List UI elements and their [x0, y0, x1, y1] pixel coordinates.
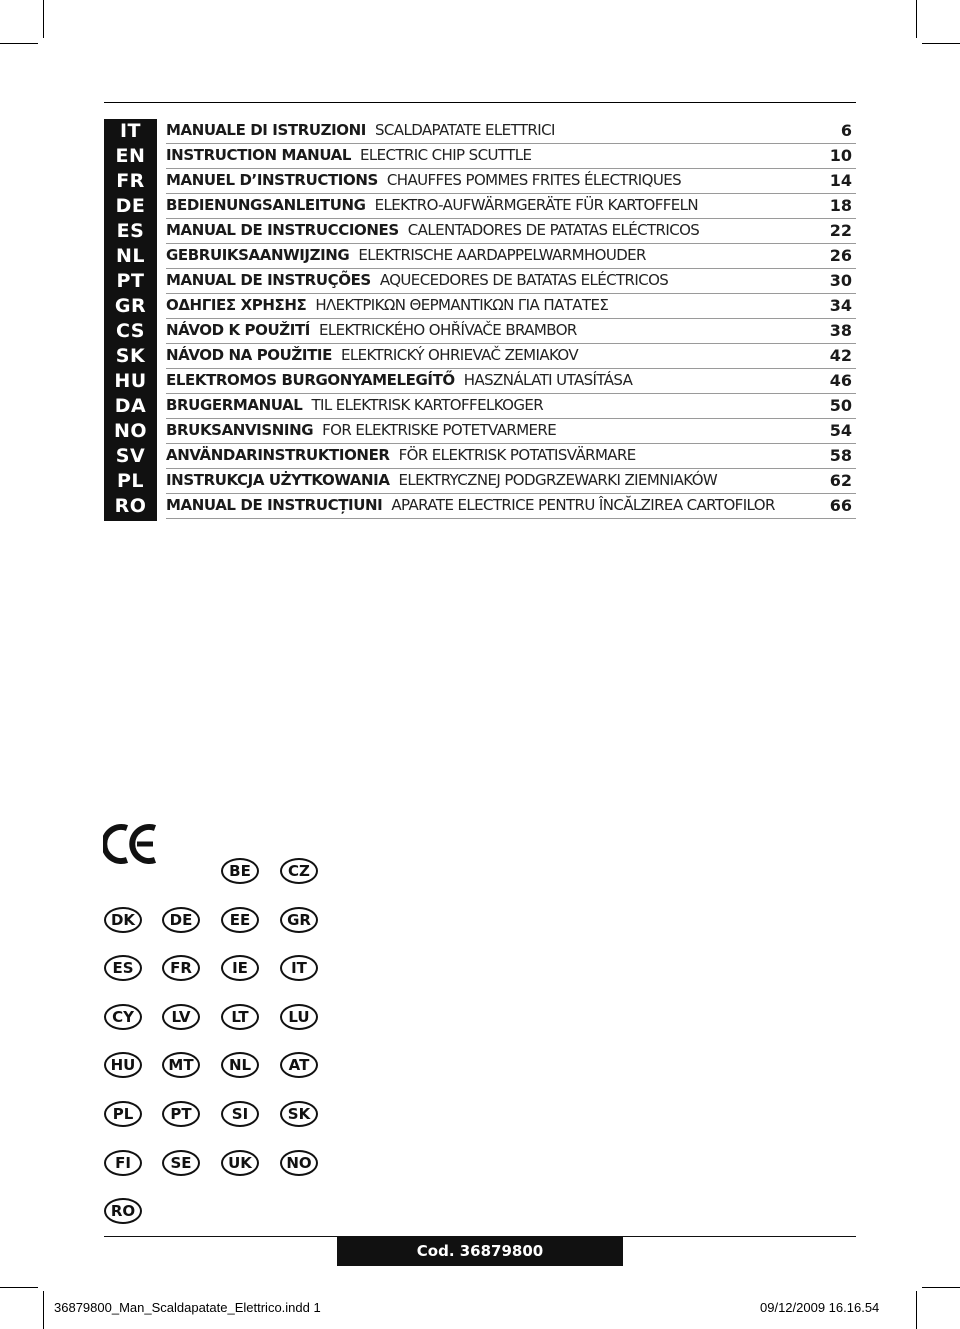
list-item: [166, 494, 856, 519]
language-code: HU: [114, 370, 147, 392]
country-badge: EE: [221, 907, 259, 933]
crop-mark: [922, 43, 960, 44]
manual-title: [166, 246, 646, 264]
manual-title-text: MANUAL DE INSTRUÇÕES: [166, 271, 371, 289]
manual-title-text: MANUALE DI ISTRUZIONI: [166, 121, 366, 139]
country-badge: FI: [104, 1150, 142, 1176]
list-item: [166, 319, 856, 344]
product-name: AQUECEDORES DE BATATAS ELÉCTRICOS: [379, 271, 669, 289]
product-name: HASZNÁLATI UTASÍTÁSA: [463, 371, 633, 389]
page-number: 10: [829, 146, 852, 165]
crop-mark: [916, 0, 917, 38]
country-badge: ES: [104, 955, 142, 981]
product-code: Cod. 36879800: [337, 1236, 623, 1266]
manual-title: [166, 121, 555, 139]
country-badge: LU: [280, 1004, 318, 1030]
language-code: NL: [115, 245, 145, 267]
manual-title: [166, 396, 543, 414]
product-name: APARATE ELECTRICE PENTRU ÎNCĂLZIREA CARTOFILOR: [391, 496, 775, 514]
country-badge: DE: [162, 907, 200, 933]
country-badge: NL: [221, 1052, 259, 1078]
list-item: [166, 294, 856, 319]
product-name: CALENTADORES DE PATATAS ELÉCTRICOS: [407, 221, 700, 239]
manual-title: [166, 296, 608, 314]
country-badge: BE: [221, 858, 259, 884]
product-name: FÖR ELEKTRISK POTATISVÄRMARE: [398, 446, 636, 464]
page-number: 6: [840, 121, 852, 140]
country-badge: FR: [162, 955, 200, 981]
manual-title-text: NÁVOD NA POUŽITIE: [166, 346, 332, 364]
list-item: [166, 244, 856, 269]
country-badge: IE: [221, 955, 259, 981]
manual-title: [166, 171, 681, 189]
manual-title-text: MANUAL DE INSTRUCȚIUNI: [166, 496, 383, 514]
list-item: [166, 394, 856, 419]
crop-mark: [0, 1287, 38, 1288]
manual-title: [166, 346, 578, 364]
country-badge: GR: [280, 907, 318, 933]
language-code: PT: [116, 270, 145, 292]
language-code: RO: [114, 495, 147, 517]
manual-title: [166, 146, 531, 164]
list-item: [166, 344, 856, 369]
list-item: [166, 444, 856, 469]
manual-title-text: GEBRUIKSAANWIJZING: [166, 246, 350, 264]
country-badge: DK: [104, 907, 142, 933]
manual-title: [166, 321, 577, 339]
crop-mark: [0, 43, 38, 44]
country-badge: LV: [162, 1004, 200, 1030]
product-name: CHAUFFES POMMES FRITES ÉLECTRIQUES: [386, 171, 681, 189]
manual-title: [166, 221, 699, 239]
manual-title-text: INSTRUCTION MANUAL: [166, 146, 352, 164]
crop-mark: [43, 1291, 44, 1329]
country-badge: LT: [221, 1004, 259, 1030]
page-number: 30: [829, 271, 852, 290]
page-number: 26: [829, 246, 852, 265]
country-badge: PL: [104, 1101, 142, 1127]
country-badge: CY: [104, 1004, 142, 1030]
manual-title-text: MANUAL DE INSTRUCCIONES: [166, 221, 399, 239]
product-name: ELECTRIC CHIP SCUTTLE: [360, 146, 532, 164]
list-item: [166, 194, 856, 219]
list-item: [166, 219, 856, 244]
manual-title: [166, 421, 556, 439]
page-number: 54: [829, 421, 852, 440]
language-code: PL: [116, 470, 145, 492]
page-number: 66: [829, 496, 852, 515]
manual-title: [166, 446, 636, 464]
product-name: ELEKTRYCZNEJ PODGRZEWARKI ZIEMNIAKÓW: [398, 471, 718, 489]
product-name: SCALDAPATATE ELETTRICI: [375, 121, 555, 139]
crop-mark: [916, 1291, 917, 1329]
manual-title-text: INSTRUKCJA UŻYTKOWANIA: [166, 471, 390, 489]
language-code: ES: [116, 220, 145, 242]
list-item: [166, 369, 856, 394]
country-badge: HU: [104, 1052, 142, 1078]
page-number: 22: [829, 221, 852, 240]
manual-title-text: ΟΔΗΓΙΕΣ ΧΡΗΣΗΣ: [166, 296, 307, 314]
page-number: 62: [829, 471, 852, 490]
country-badge: PT: [162, 1101, 200, 1127]
page-number: 58: [829, 446, 852, 465]
product-name: FOR ELEKTRISKE POTETVARMERE: [322, 421, 557, 439]
language-code: FR: [116, 170, 145, 192]
manual-title-text: BEDIENUNGSANLEITUNG: [166, 196, 366, 214]
page-number: 14: [829, 171, 852, 190]
language-code: CS: [116, 320, 145, 342]
page-number: 34: [829, 296, 852, 315]
language-code: SV: [115, 445, 146, 467]
manual-title-text: MANUEL D’INSTRUCTIONS: [166, 171, 378, 189]
product-name: ELEKTRICKÉHO OHŘÍVAČE BRAMBOR: [318, 321, 577, 339]
list-item: [166, 419, 856, 444]
footer-filename: 36879800_Man_Scaldapatate_Elettrico.indd 1: [54, 1300, 321, 1315]
manual-title-text: BRUGERMANUAL: [166, 396, 303, 414]
language-code: EN: [115, 145, 146, 167]
page-number: 38: [829, 321, 852, 340]
list-item: [166, 469, 856, 494]
country-badge: AT: [280, 1052, 318, 1078]
language-code: GR: [114, 295, 147, 317]
product-name: ELEKTRICKÝ OHRIEVAČ ZEMIAKOV: [340, 346, 579, 364]
product-name: ΗΛΕΚΤΡΙΚΩΝ ΘΕΡΜΑΝΤΙΚΩΝ ΓΙΑ ΠΑΤΑΤΕΣ: [315, 296, 609, 314]
manual-title-text: ANVÄNDARINSTRUKTIONER: [166, 446, 390, 464]
list-item: [166, 169, 856, 194]
footer-timestamp: 09/12/2009 16.16.54: [760, 1300, 880, 1315]
manual-title-text: BRUKSANVISNING: [166, 421, 314, 439]
country-badge: CZ: [280, 858, 318, 884]
country-badge: UK: [221, 1150, 259, 1176]
language-code: DE: [115, 195, 146, 217]
crop-mark: [922, 1287, 960, 1288]
country-badge: IT: [280, 955, 318, 981]
language-code: SK: [115, 345, 146, 367]
list-item: [166, 119, 856, 144]
page-number: 46: [829, 371, 852, 390]
crop-mark: [43, 0, 44, 38]
manual-title: [166, 496, 775, 514]
product-name: TIL ELEKTRISK KARTOFFELKOGER: [311, 396, 544, 414]
manual-title: [166, 196, 698, 214]
product-name: ELEKTRO-AUFWÄRMGERÄTE FÜR KARTOFFELN: [374, 196, 699, 214]
language-code-column: [104, 119, 157, 521]
manual-title: [166, 471, 717, 489]
country-badge: SI: [221, 1101, 259, 1127]
manual-title: [166, 271, 668, 289]
manual-title: [166, 371, 632, 389]
top-rule: [104, 102, 856, 103]
list-item: [166, 269, 856, 294]
country-badge: SK: [280, 1101, 318, 1127]
manual-title-text: ELEKTROMOS BURGONYAMELEGÍTŐ: [166, 371, 455, 389]
country-badge: MT: [162, 1052, 200, 1078]
country-badge: RO: [104, 1198, 142, 1224]
ce-mark-icon: [103, 822, 159, 866]
product-name: ELEKTRISCHE AARDAPPELWARMHOUDER: [358, 246, 646, 264]
list-item: [166, 144, 856, 169]
manual-title-text: NÁVOD K POUŽITÍ: [166, 321, 310, 339]
page-number: 42: [829, 346, 852, 365]
language-code: NO: [113, 420, 148, 442]
language-code: DA: [114, 395, 147, 417]
language-code: IT: [119, 120, 142, 142]
country-badge: SE: [162, 1150, 200, 1176]
page-number: 50: [829, 396, 852, 415]
page-number: 18: [829, 196, 852, 215]
country-badge: NO: [280, 1150, 318, 1176]
